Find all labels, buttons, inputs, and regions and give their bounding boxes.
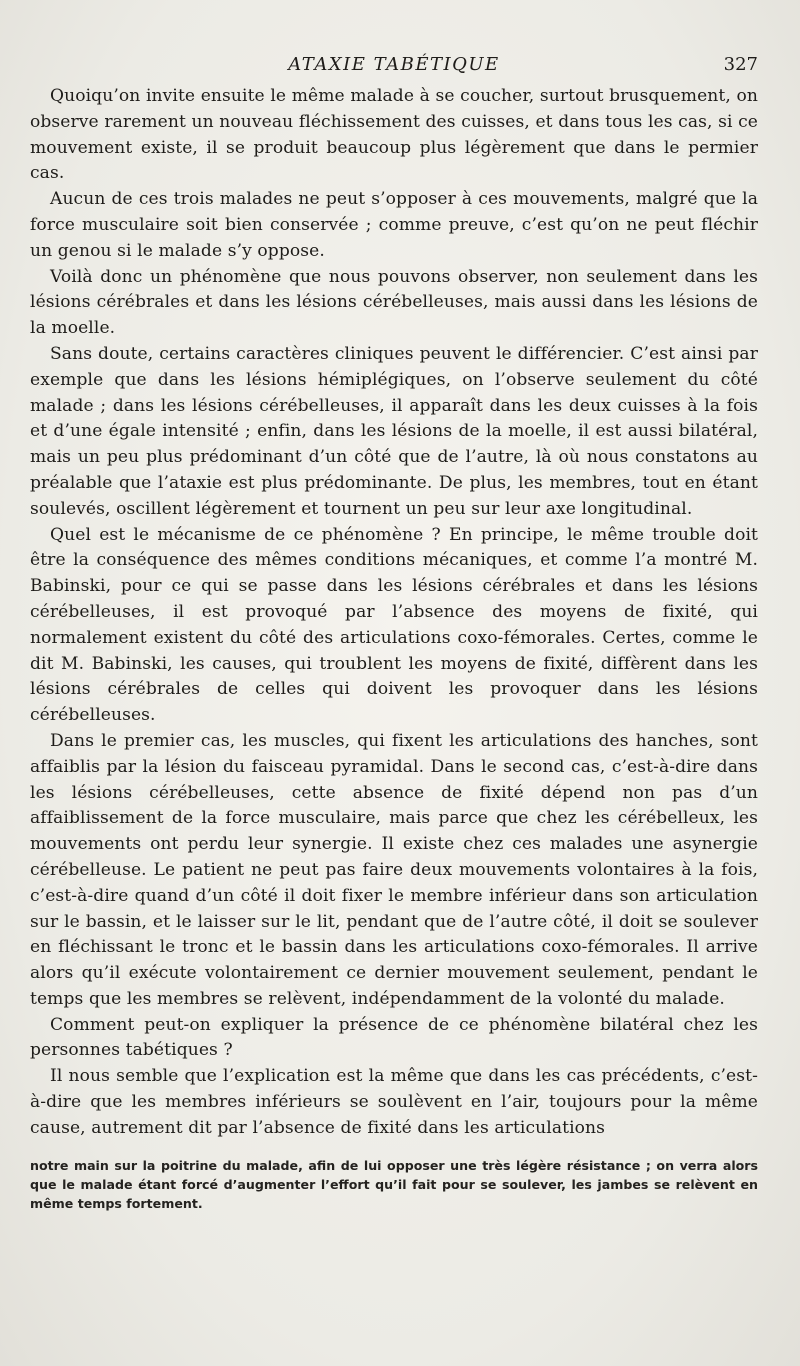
paragraph: Comment peut-on expliquer la présence de ce phénomène bilatéral chez les personnes tabétiques ? [30,1014,758,1061]
page-header [30,50,758,84]
paragraph: Dans le premier cas, les muscles, qui fixent les articulations des hanches, sont affaiblis par la lésion du faisceau pyramidal. Dans le second cas, c’est-à-dire dans les lésions cérébelleuses, cette absence de fixité dépend non pas d’un affaiblissement de la force musculaire, mais parce que chez les cérébelleux, les mouvements ont perdu leur synergie. Il existe chez ces malades une asynergie cérébelleuse. Le patient ne peut pas faire deux mouvements volontaires à la fois, c’est-à-dire quand d’un côté il doit fixer le membre inférieur dans son articulation sur le bassin, et le laisser sur le lit, pendant que de l’autre côté, il doit se soulever en fléchissant le tronc et le bassin dans les articulations coxo-fémorales. Il arrive alors qu’il exécute volontairement ce dernier mouvement seulement, pendant le temps que les membres se relèvent, indépendamment de la volonté du malade. [30,730,758,1009]
body-text [30,84,758,1142]
paragraph: Aucun de ces trois malades ne peut s’opposer à ces mouvements, malgré que la force musculaire soit bien conservée ; comme preuve, c’est qu’on ne peut fléchir un genou si le malade s’y oppose. [30,189,758,261]
paragraph: Sans doute, certains caractères cliniques peuvent le différencier. C’est ainsi par exemple que dans les lésions hémiplégiques, on l’observe seulement du côté malade ; dans les lésions cérébelleuses, il apparaît dans les deux cuisses à la fois et d’une égale intensité ; enfin, dans les lésions de la moelle, il est aussi bilatéral, mais un peu plus prédominant d’un côté que de l’autre, là où nous constatons au préalable que l’ataxie est plus prédominante. De plus, les membres, tout en étant soulevés, oscillent légèrement et tournent un peu sur leur axe longitudinal. [30,343,758,519]
paragraph: Voilà donc un phénomène que nous pouvons observer, non seulement dans les lésions cérébrales et dans les lésions cérébelleuses, mais aussi dans les lésions de la moelle. [30,266,758,339]
paragraph: Quel est le mécanisme de ce phénomène ? En principe, le même trouble doit être la conséquence des mêmes conditions mécaniques, et comme l’a montré M. Babinski, pour ce qui se passe dans les lésions cérébrales et dans les lésions cérébelleuses, il est provoqué par l’absence des moyens de fixité, qui normalement existent du côté des articulations coxo-fémorales. Certes, comme le dit M. Babinski, les causes, qui troublent les moyens de fixité, diffèrent dans les lésions cérébrales de celles qui doivent les provoquer dans les lésions cérébelleuses. [30,524,758,726]
paragraph: Il nous semble que l’explication est la même que dans les cas précédents, c’est-à-dire que les membres inférieurs se soulèvent en l’air, toujours pour la même cause, autrement dit par l’absence de fixité dans les articulations [30,1066,758,1138]
footnote: notre main sur la poitrine du malade, afin de lui opposer une très légère résistance ; on verra alors que le malade étant forcé d’augmenter l’effort qu’il fait pour se soulever, les jambes se relèvent en même temps fortement. [30,1157,758,1211]
paragraph: Quoiqu’on invite ensuite le même malade à se coucher, surtout brusquement, on observe rarement un nouveau fléchissement des cuisses, et dans tous les cas, si ce mouvement existe, il se produit beaucoup plus légèrement que dans le permier cas. [30,86,758,184]
running-title: ATAXIE TABÉTIQUE [288,54,500,75]
page-number: 327 [723,54,758,75]
